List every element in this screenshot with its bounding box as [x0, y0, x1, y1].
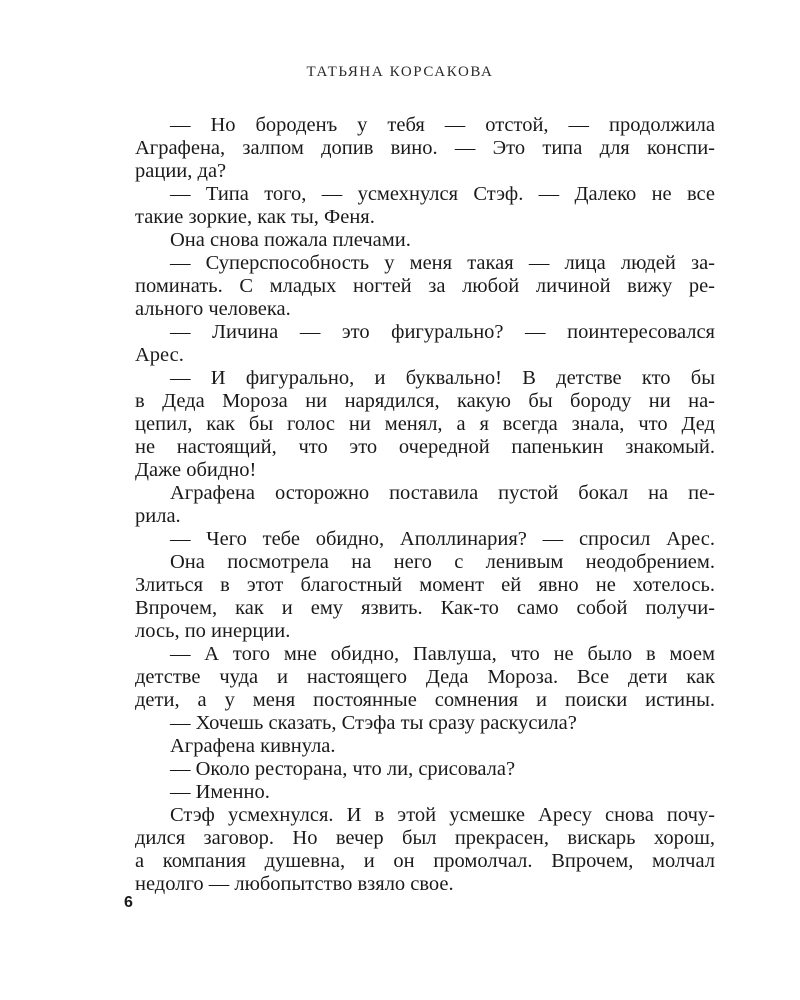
text-line: Она снова пожала плечами. [170, 229, 411, 251]
text-line: — И фигурально, и буквально! В детстве кто бы [170, 367, 715, 389]
text-line: — Чего тебе обидно, Аполлинария? — спросил Арес. [170, 528, 715, 550]
text-line: а компания душевна, и он промолчал. Впрочем, молчал [135, 850, 715, 872]
text-line: — Именно. [170, 781, 270, 803]
text-line: Впрочем, как и ему язвить. Как-то само собой получи- [135, 597, 715, 619]
text-line: — Типа того, — усмехнулся Стэф. — Далеко не все [170, 183, 715, 205]
running-head-author: ТАТЬЯНА КОРСАКОВА [306, 64, 494, 80]
text-line: — Личина — это фигурально? — поинтересовался [170, 321, 715, 343]
text-line: Аграфена кивнула. [170, 735, 336, 757]
text-line: поминать. С младых ногтей за любой личиной вижу ре- [135, 275, 715, 297]
text-line: Арес. [135, 344, 184, 366]
text-line: дети, а у меня постоянные сомнения и поиски истины. [135, 689, 715, 711]
text-line: Она посмотрела на него с ленивым неодобрением. [170, 551, 715, 573]
text-line: Даже обидно! [135, 459, 257, 481]
page-number: 6 [124, 894, 133, 911]
text-line: Аграфена осторожно поставила пустой бокал на пе- [170, 482, 715, 504]
text-line: Злиться в этот благостный момент ей явно не хотелось. [135, 574, 715, 596]
text-line: — Около ресторана, что ли, срисовала? [170, 758, 516, 780]
text-line: в Деда Мороза ни нарядился, какую бы бороду ни на- [135, 390, 715, 412]
text-line: рации, да? [135, 160, 227, 182]
text-line: не настоящий, что это очередной папенькин знакомый. [135, 436, 715, 458]
text-line: цепил, как бы голос ни менял, а я всегда знала, что Дед [135, 413, 715, 435]
body-text [135, 114, 715, 896]
text-line: Стэф усмехнулся. И в этой усмешке Аресу снова почу- [170, 804, 715, 826]
text-line: Аграфена, залпом допив вино. — Это типа для конспи- [135, 137, 715, 159]
text-line: лось, по инерции. [135, 620, 291, 642]
text-line: ального человека. [135, 298, 291, 320]
text-line: — А того мне обидно, Павлуша, что не было в моем [170, 643, 715, 665]
text-line: дился заговор. Но вечер был прекрасен, вискарь хорош, [135, 827, 715, 849]
text-line: — Хочешь сказать, Стэфа ты сразу раскусила? [170, 712, 577, 734]
text-line: — Но бороденъ у тебя — отстой, — продолжила [170, 114, 715, 136]
text-line: рила. [135, 505, 181, 527]
text-line: — Суперспособность у меня такая — лица людей за- [170, 252, 715, 274]
text-line: недолго — любопытство взяло свое. [135, 873, 454, 895]
text-line: детстве чуда и настоящего Деда Мороза. Все дети как [135, 666, 715, 688]
text-line: такие зоркие, как ты, Феня. [135, 206, 375, 228]
